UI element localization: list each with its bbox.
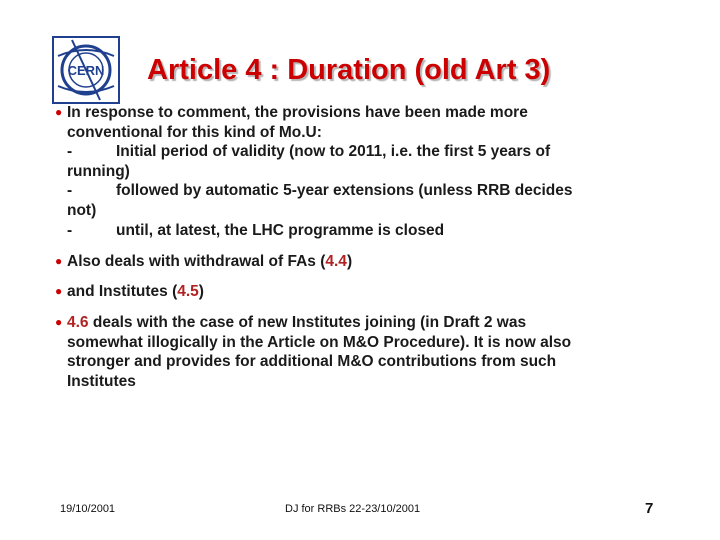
footer-center: DJ for RRBs 22-23/10/2001 [285, 503, 421, 515]
cern-logo [52, 36, 120, 104]
slide-title: Article 4 : Duration (old Art 3) [147, 54, 551, 86]
bullet-new-institutes: ● 4.6 deals with the case of new Institutes joining (in Draft 2 was somewhat illogically in the Article on M&O Procedure). It is now also stronger and provides for additional M&O contributions from such Institutes [55, 314, 572, 390]
svg-text:CERN: CERN [67, 63, 105, 78]
article-ref: 4.4 [325, 253, 347, 270]
article-ref: 4.6 [67, 314, 89, 331]
bullet-dot-icon: ● [55, 284, 63, 298]
sub-item-until-closed: - until, at latest, the LHC programme is closed [67, 221, 445, 239]
bullet-text-line: Institutes [67, 372, 136, 390]
bullet-text-line: In response to comment, the provisions have been made more [67, 104, 528, 121]
bullet-provisions [55, 103, 573, 240]
bullet-text-line: stronger and provides for additional M&O contributions from such [67, 353, 557, 371]
bullet-withdrawal: ● Also deals with withdrawal of FAs (4.4) [55, 253, 353, 270]
page-number: 7 [645, 500, 654, 517]
sub-item-extensions: - followed by automatic 5-year extensions (unless RRB decides [67, 182, 573, 200]
bullet-dot-icon: ● [55, 254, 63, 268]
bullet-text-line: not) [67, 201, 97, 219]
bullet-dot-icon: ● [55, 315, 63, 329]
footer-date: 19/10/2001 [60, 503, 116, 515]
bullet-institutes: ● and Institutes (4.5) [55, 283, 204, 300]
bullet-text-line: somewhat illogically in the Article on M&O Procedure). It is now also [67, 333, 572, 351]
bullet-text-line: conventional for this kind of Mo.U: [67, 123, 322, 141]
article-ref: 4.5 [177, 283, 199, 300]
bullet-text-line: running) [67, 162, 130, 180]
bullet-dot-icon: ● [55, 105, 63, 119]
sub-item-initial-period: - Initial period of validity (now to 2011, i.e. the first 5 years of [67, 143, 551, 161]
